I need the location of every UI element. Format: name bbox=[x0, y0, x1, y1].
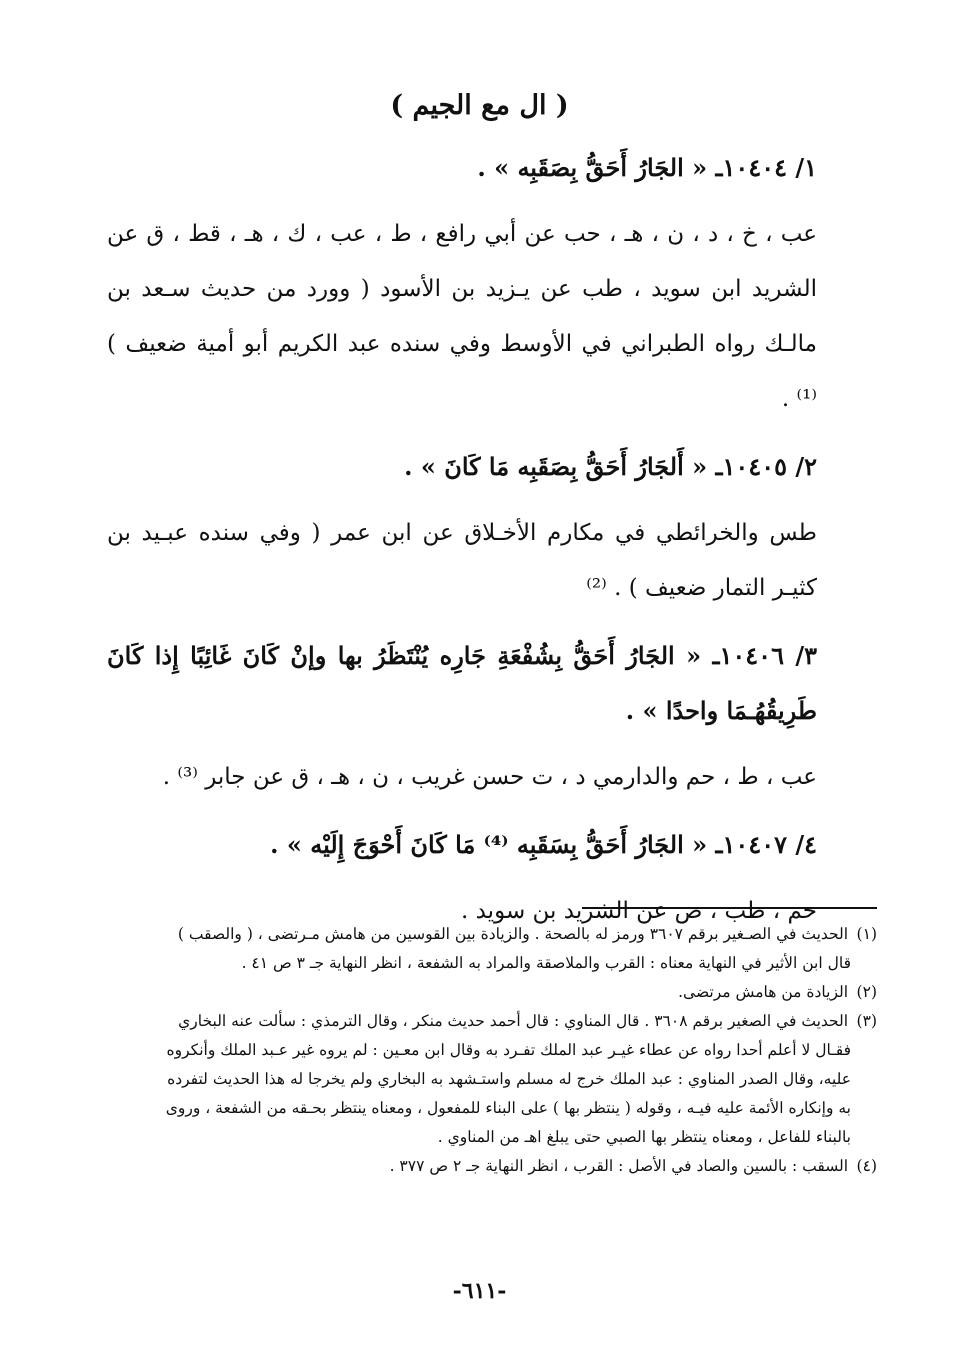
footnote-3 bbox=[87, 1007, 877, 1152]
page-header-title: ( ال مع الجيم ) bbox=[390, 90, 569, 121]
hadith-source: عب ، ط ، حم والدارمي د ، ت حسن غريب ، ن ، هـ ، ق عن جابر ⁽³⁾ . bbox=[162, 764, 817, 790]
footnote-line: فقـال لا أعلم أحدا رواه عن عطاء غيـر عبد الملك تفـرد به وقال ابن معـين : لم يروه غير عـبد الملك وأنكروه bbox=[166, 1041, 851, 1059]
main-body bbox=[107, 140, 817, 951]
hadith-text: ٤/ ١٠٤٠٧ـ « الجَارُ أَحَقُّ بِسَقَبِه ⁽⁴⁾ مَا كَانَ أَحْوَجَ إِلَيْه » . bbox=[270, 830, 817, 859]
footnotes bbox=[87, 920, 877, 1181]
footnote-1 bbox=[87, 920, 877, 978]
hadith-text: ٢/ ١٠٤٠٥ـ « أَلجَارُ أَحَقُّ بِصَقَبِه مَا كَانَ » . bbox=[404, 452, 817, 481]
hadith-entry-1 bbox=[107, 140, 817, 427]
footnote-line: الحديث في الصـغير برقم ٣٦٠٧ ورمز له بالصحة . والزيادة بين القوسين من هامش مـرتضى ، ( والصقب ) bbox=[177, 925, 849, 943]
footnote-number: (١) bbox=[856, 925, 877, 943]
footnote-number: (٤) bbox=[856, 1157, 877, 1175]
footnote-2 bbox=[87, 978, 877, 1007]
footnote-line: عليه، وقال الصدر المناوي : عبد الملك خرج له مسلم واستـشهد به البخاري ولم يخرجا له هذا الحديث لتفرده bbox=[167, 1070, 851, 1088]
hadith-source: طس والخرائطي في مكارم الأخـلاق عن ابن عمر ( وفي سنده عبـيد بن كثيـر التمار ضعيف ) . ⁽²⁾ bbox=[107, 520, 817, 601]
footnote-line: السقب : بالسين والصاد في الأصل : القرب ، انظر النهاية جـ ٢ ص ٣٧٧ . bbox=[389, 1157, 849, 1175]
footnote-line: قال ابن الأثير في النهاية معناه : القرب والملاصقة والمراد به الشفعة ، انظر النهاية جـ ٣ ص ٤١ . bbox=[241, 954, 851, 972]
footnote-line: الحديث في الصغير برقم ٣٦٠٨ . قال المناوي : قال أحمد حديث منكر ، وقال الترمذي : سألت عنه البخاري bbox=[178, 1012, 849, 1030]
hadith-source: عب ، خ ، د ، ن ، هـ ، حب عن أبي رافع ، ط ، عب ، ك ، هـ ، قط ، ق عن الشريد ابن سويد ، طب عن يـزيد بن الأسود ( وورد من حديث سـعد بن مالـك رواه الطبراني في الأوسط وفي سنده عبد الكريم أبو أمية ضعيف ) ⁽¹⁾ . bbox=[107, 221, 817, 412]
page-number: -٦١١- bbox=[452, 1278, 507, 1304]
footnote-separator bbox=[582, 907, 877, 909]
hadith-text: ٣/ ١٠٤٠٦ـ « الجَارُ أَحَقُّ بِشُفْعَةِ جَارِه يُنْتَظَرُ بها وإنْ كَانَ غَائِبًا إِذا كَانَ طَرِيقُهُـمَا واحدًا » . bbox=[107, 641, 818, 725]
hadith-entry-2 bbox=[107, 439, 817, 616]
footnote-number: (٣) bbox=[856, 1012, 877, 1030]
footnote-line: الزيادة من هامش مرتضى. bbox=[678, 983, 849, 1001]
hadith-entry-3 bbox=[107, 628, 817, 805]
footnote-line: به وإنكاره الأئمة عليه فيـه ، وقوله ( ينتظر بها ) على البناء للمفعول ، ومعناه ينتظر بحـقه من الشفعة ، وروى bbox=[165, 1099, 851, 1117]
footnote-number: (٢) bbox=[856, 983, 877, 1001]
footnote-line: بالبناء للفاعل ، ومعناه ينتظر بها الصبي حتى يبلغ اهـ من المناوي . bbox=[437, 1128, 851, 1146]
hadith-text: ١/ ١٠٤٠٤ـ « الجَارُ أَحَقُّ بِصَقَبِه » . bbox=[477, 153, 817, 182]
footnote-4 bbox=[87, 1152, 877, 1181]
hadith-source: حم ، طب ، ض عن الشريد بن سويد . bbox=[460, 898, 817, 924]
